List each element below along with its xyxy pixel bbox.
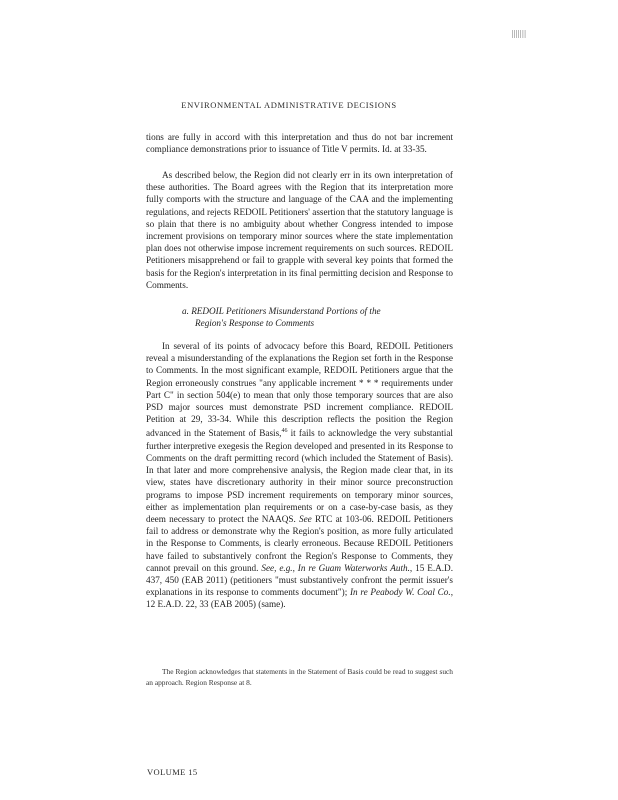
citation-peabody-detail: , 12 E.A.D. 22, 33 (EAB 2005) (same). bbox=[146, 587, 453, 610]
paragraph-continuation: tions are fully in accord with this interpretation and thus do not bar increment compliance demonstrations prior to issuance of Title V permits. Id. at 33-35. bbox=[146, 132, 453, 155]
subsection-heading-line2: Region's Response to Comments bbox=[195, 318, 315, 329]
volume-footer: VOLUME 15 bbox=[147, 767, 198, 777]
paragraph3-part-b: it fails to acknowledge the very substantial further interpretive exegesis the Region developed and presented in its Response to Comments on the draft permitting record (which included the Statement of Basis). In that later and more comprehensive analysis, the Region made clear that, in its view, states have discretionary authority in their minor source preconstruction programs to impose PSD increment requirements on temporary minor sources, either as implementation plan requirements or on a case-by-case basis, as they deem necessary to protect the NAAQS. bbox=[146, 428, 453, 524]
case-citation-peabody: In re Peabody W. Coal Co. bbox=[349, 587, 451, 598]
footnote-reference: 46 bbox=[281, 428, 288, 435]
paragraph-misunderstanding bbox=[146, 340, 453, 611]
case-citation-guam: See, e.g., In re Guam Waterworks Auth. bbox=[261, 562, 410, 573]
see-signal: See bbox=[299, 513, 312, 524]
paragraph3-part-a: In several of its points of advocacy before this Board, REDOIL Petitioners reveal a misunderstanding of the explanations the Region set forth in the Response to Comments. In the most significant example, REDOIL Petitioners argue that the Region erroneously construes "any applicable increment * * * requirements under Part C" in section 504(e) to mean that only those temporary sources that are also PSD major sources must demonstrate PSD increment compliance. REDOIL Petition at 29, 33-34. While this description reflects the position the Region advanced in the Statement of Basis, bbox=[146, 341, 453, 439]
subsection-heading bbox=[182, 305, 442, 329]
page-number: ||||||| bbox=[511, 29, 527, 38]
running-header: ENVIRONMENTAL ADMINISTRATIVE DECISIONS bbox=[181, 100, 397, 110]
subsection-heading-line1: a. REDOIL Petitioners Misunderstand Portions of the bbox=[182, 306, 381, 316]
paragraph-region-interpretation: As described below, the Region did not clearly err in its own interpretation of these authorities. The Board agrees with the Region that its interpretation more fully comports with the structure and language of the CAA and the implementing regulations, and rejects REDOIL Petitioners' assertion that the statutory language is so plain that there is no ambiguity about whether Congress intended to impose increment provisions on temporary minor sources where the state implementation plan does not otherwise impose increment requirements on such sources. REDOIL Petitioners misapprehend or fail to grapple with several key points that formed the basis for the Region's interpretation in its final permitting decision and Response to Comments. bbox=[146, 170, 453, 290]
footnote: The Region acknowledges that statements in the Statement of Basis could be read to suggest such an approach. Region Response at 8. bbox=[146, 667, 453, 687]
citation-guam-detail: , 15 E.A.D. 437, 450 (EAB 2011) (petitioners "must substantively confront the permit issuer's explanations in its response to comments document"); bbox=[146, 562, 453, 598]
paragraph3-part-c: RTC at 103-06. REDOIL Petitioners fail to address or demonstrate why the Region's position, as more fully articulated in the Response to Comments, is clearly erroneous. Because REDOIL Petitioners have failed to substantively confront the Region's Response to Comments, they cannot prevail on this ground. bbox=[146, 513, 453, 573]
